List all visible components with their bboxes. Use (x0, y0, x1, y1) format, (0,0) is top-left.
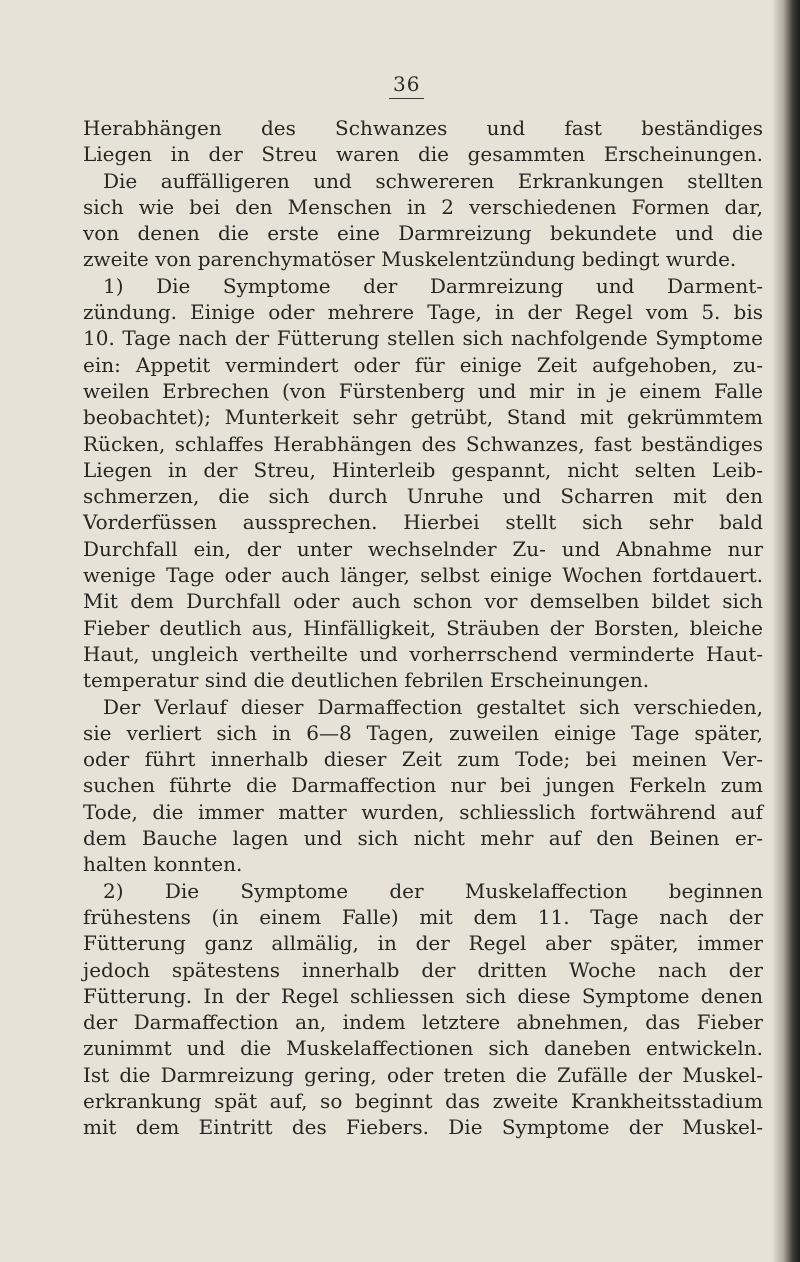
text-line: beobachtet); Munterkeit sehr getrübt, Stand mit gekrümmtem (83, 405, 763, 430)
text-line: zunimmt und die Muskelaffectionen sich daneben entwickeln. (83, 1036, 763, 1061)
text-line: erkrankung spät auf, so beginnt das zweite Krankheitsstadium (83, 1088, 763, 1113)
text-line: wenige Tage oder auch länger, selbst einige Wochen fortdauert. (83, 563, 763, 588)
text-line: 10. Tage nach der Fütterung stellen sich nachfolgende Symptome (83, 326, 763, 351)
text-line: weilen Erbrechen (von Fürstenberg und mir in je einem Falle (83, 378, 763, 403)
text-line: Durchfall ein, der unter wechselnder Zu- und Abnahme nur (83, 536, 763, 561)
text-line: jedoch spätestens innerhalb der dritten Woche nach der (83, 957, 763, 982)
section-heading-line: 1) Die Symptome der Darmreizung und Darment- (103, 273, 763, 298)
page-number: 36 (393, 72, 421, 96)
page-edge-shadow (772, 0, 800, 1262)
text-line: Liegen in der Streu, Hinterleib gespannt, nicht selten Leib- (83, 457, 763, 482)
text-line: Tode, die immer matter wurden, schliesslich fortwährend auf (83, 799, 763, 824)
text-line: Haut, ungleich vertheilte und vorherrschend verminderte Haut- (83, 641, 763, 666)
text-line: sich wie bei den Menschen in 2 verschiedenen Formen dar, (83, 194, 763, 219)
text-line: der Darmaffection an, indem letztere abnehmen, das Fieber (83, 1010, 763, 1035)
text-line: mit dem Eintritt des Fiebers. Die Symptome der Muskel- (83, 1115, 763, 1140)
text-line: Vorderfüssen aussprechen. Hierbei stellt sich sehr bald (83, 510, 763, 535)
text-line: temperatur sind die deutlichen febrilen Erscheinungen. (83, 668, 650, 693)
text-line: zündung. Einige oder mehrere Tage, in der Regel vom 5. bis (83, 300, 763, 325)
text-line: frühestens (in einem Falle) mit dem 11. Tage nach der (83, 904, 763, 929)
text-line: halten konnten. (83, 852, 243, 877)
text-line: sie verliert sich in 6—8 Tagen, zuweilen einige Tage später, (83, 720, 763, 745)
text-line: Fütterung. In der Regel schliessen sich diese Symptome denen (83, 983, 763, 1008)
text-line: Herabhängen des Schwanzes und fast beständiges (83, 116, 763, 140)
text-line: zweite von parenchymatöser Muskelentzündung bedingt wurde. (83, 247, 737, 272)
text-line: oder führt innerhalb dieser Zeit zum Tode; bei meinen Ver- (83, 747, 763, 772)
text-line: von denen die erste eine Darmreizung bekundete und die (83, 221, 763, 246)
text-line: schmerzen, die sich durch Unruhe und Scharren mit den (83, 484, 763, 509)
section-heading-line: 2) Die Symptome der Muskelaffection beginnen (103, 878, 763, 903)
text-line: Fieber deutlich aus, Hinfälligkeit, Sträuben der Borsten, bleiche (83, 615, 763, 640)
text-line: Die auffälligeren und schwereren Erkrankungen stellten (103, 168, 763, 193)
text-line: dem Bauche lagen und sich nicht mehr auf den Beinen er- (83, 826, 763, 851)
text-line: Liegen in der Streu waren die gesammten Erscheinungen. (83, 142, 763, 167)
text-line: Der Verlauf dieser Darmaffection gestaltet sich verschieden, (103, 694, 763, 719)
text-line: ein: Appetit vermindert oder für einige Zeit aufgehoben, zu- (83, 352, 763, 377)
text-line: Fütterung ganz allmälig, in der Regel aber später, immer (83, 931, 763, 956)
body-text (83, 115, 763, 1141)
text-line: Rücken, schlaffes Herabhängen des Schwanzes, fast beständiges (83, 431, 763, 456)
text-line: Mit dem Durchfall oder auch schon vor demselben bildet sich (83, 589, 763, 614)
text-line: suchen führte die Darmaffection nur bei jungen Ferkeln zum (83, 773, 763, 798)
text-line: Ist die Darmreizung gering, oder treten die Zufälle der Muskel- (83, 1062, 763, 1087)
